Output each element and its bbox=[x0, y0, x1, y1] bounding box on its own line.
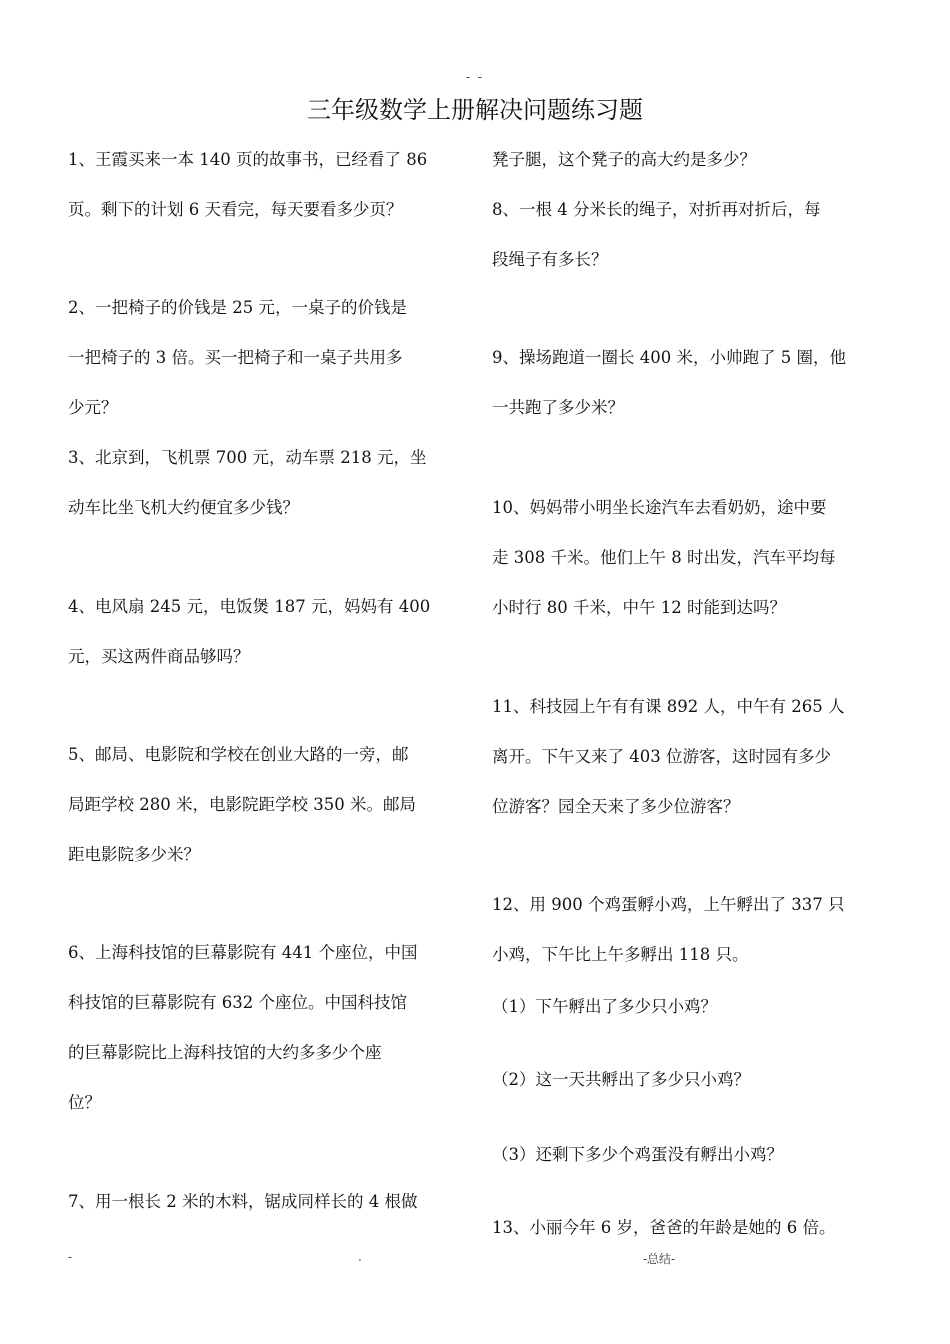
text-line: 12、用 900 个鸡蛋孵小鸡，上午孵出了 337 只 bbox=[492, 895, 845, 914]
text-line: 走 308 千米。他们上午 8 时出发，汽车平均每 bbox=[492, 548, 836, 567]
footer-center-mark: . bbox=[358, 1250, 362, 1264]
text-line: 位？ bbox=[68, 1093, 101, 1112]
text-line: 凳子腿，这个凳子的高大约是多少？ bbox=[492, 150, 756, 169]
text-line: 距电影院多少米？ bbox=[68, 845, 200, 864]
text-line: 离开。下午又来了 403 位游客，这时园有多少 bbox=[492, 747, 831, 766]
text-line: （1）下午孵出了多少只小鸡？ bbox=[492, 997, 717, 1016]
text-line: 位游客？园全天来了多少位游客？ bbox=[492, 797, 740, 816]
text-line: 3、北京到，飞机票 700 元，动车票 218 元，坐 bbox=[68, 448, 427, 467]
text-line: 6、上海科技馆的巨幕影院有 441 个座位，中国 bbox=[68, 943, 418, 962]
text-line: 2、一把椅子的价钱是 25 元，一桌子的价钱是 bbox=[68, 298, 407, 317]
text-line: 11、科技园上午有有课 892 人，中午有 265 人 bbox=[492, 697, 845, 716]
text-line: 小时行 80 千米，中午 12 时能到达吗？ bbox=[492, 598, 786, 617]
text-line: 8、一根 4 分米长的绳子，对折再对折后，每 bbox=[492, 200, 821, 219]
footer-label: -总结- bbox=[643, 1252, 676, 1266]
header-mark: - - bbox=[466, 70, 484, 84]
text-line: 科技馆的巨幕影院有 632 个座位。中国科技馆 bbox=[68, 993, 407, 1012]
text-line: 元，买这两件商品够吗？ bbox=[68, 647, 250, 666]
text-line: 一共跑了多少米？ bbox=[492, 398, 624, 417]
text-line: 1、王霞买来一本 140 页的故事书，已经看了 86 bbox=[68, 150, 428, 169]
text-line: 动车比坐飞机大约便宜多少钱？ bbox=[68, 498, 299, 517]
text-line: 的巨幕影院比上海科技馆的大约多多少个座 bbox=[68, 1043, 382, 1062]
text-line: 10、妈妈带小明坐长途汽车去看奶奶，途中要 bbox=[492, 498, 827, 517]
text-line: 13、小丽今年 6 岁，爸爸的年龄是她的 6 倍。 bbox=[492, 1218, 836, 1237]
text-line: 页。剩下的计划 6 天看完，每天要看多少页？ bbox=[68, 200, 403, 219]
text-line: （2）这一天共孵出了多少只小鸡？ bbox=[492, 1070, 750, 1089]
text-line: 小鸡，下午比上午多孵出 118 只。 bbox=[492, 945, 749, 964]
text-line: （3）还剩下多少个鸡蛋没有孵出小鸡？ bbox=[492, 1145, 783, 1164]
text-line: 7、用一根长 2 米的木料，锯成同样长的 4 根做 bbox=[68, 1192, 418, 1211]
text-line: 局距学校 280 米，电影院距学校 350 米。邮局 bbox=[68, 795, 416, 814]
footer-left-mark: - bbox=[68, 1250, 73, 1264]
text-line: 5、邮局、电影院和学校在创业大路的一旁，邮 bbox=[68, 745, 409, 764]
text-line: 段绳子有多长？ bbox=[492, 250, 608, 269]
text-line: 4、电风扇 245 元，电饭煲 187 元，妈妈有 400 bbox=[68, 597, 431, 616]
text-line: 9、操场跑道一圈长 400 米，小帅跑了 5 圈，他 bbox=[492, 348, 846, 367]
text-line: 一把椅子的 3 倍。买一把椅子和一桌子共用多 bbox=[68, 348, 403, 367]
page-title: 三年级数学上册解决问题练习题 bbox=[307, 96, 643, 124]
text-line: 少元？ bbox=[68, 398, 118, 417]
